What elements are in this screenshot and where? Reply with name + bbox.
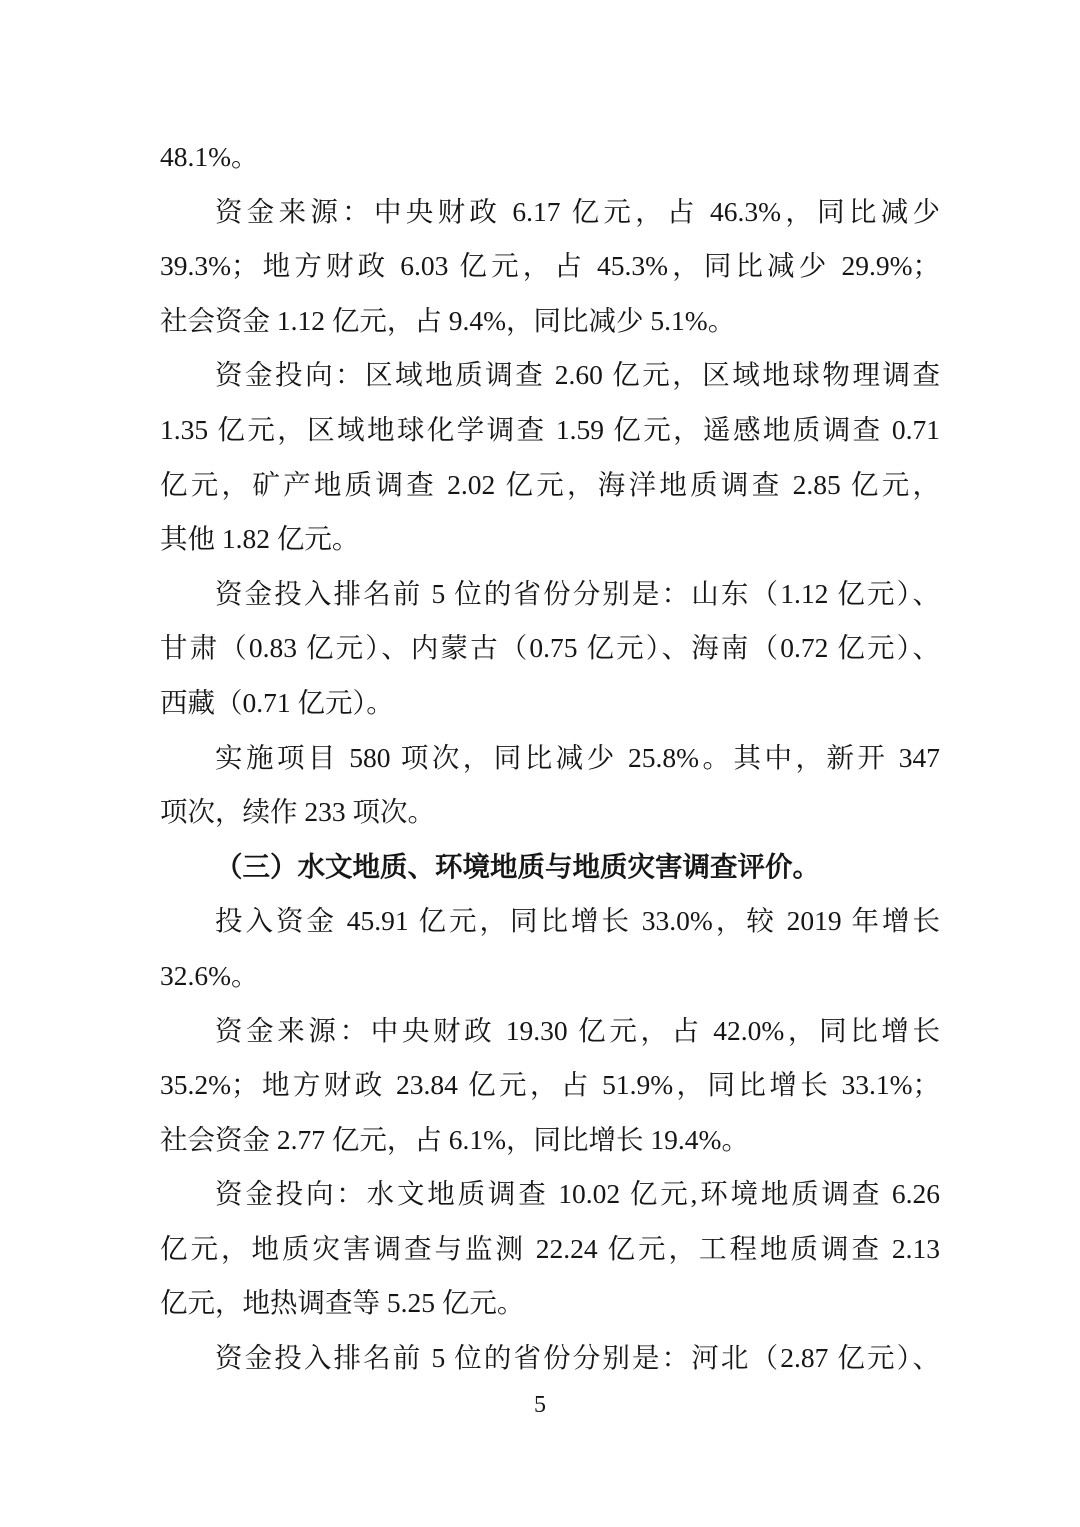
paragraph [160, 1331, 940, 1386]
text-line: 投入资金 45.91 亿元，同比增长 33.0%，较 2019 年增长 [215, 905, 940, 937]
text-line: 1.35 亿元，区域地球化学调查 1.59 亿元，遥感地质调查 0.71 [160, 413, 940, 445]
paragraph [160, 130, 940, 185]
section-heading-paragraph [160, 840, 940, 895]
section-heading: （三）水文地质、环境地质与地质灾害调查评价。 [215, 850, 820, 882]
text-line: 32.6%。 [160, 959, 259, 991]
text-line: 实施项目 580 项次，同比减少 25.8%。其中，新开 347 [215, 741, 940, 773]
page-number: 5 [534, 1392, 546, 1418]
text-line: 资金来源：中央财政 19.30 亿元，占 42.0%，同比增长 [215, 1014, 940, 1046]
text-line: 亿元，矿产地质调查 2.02 亿元，海洋地质调查 2.85 亿元， [160, 468, 940, 500]
text-line: 亿元，地热调查等 5.25 亿元。 [160, 1287, 525, 1319]
text-line: 社会资金 1.12 亿元，占 9.4%，同比减少 5.1%。 [160, 304, 736, 336]
paragraph [160, 348, 940, 566]
paragraph [160, 567, 940, 731]
text-line: 35.2%；地方财政 23.84 亿元，占 51.9%，同比增长 33.1%； [160, 1069, 940, 1101]
text-line: 甘肃（0.83 亿元）、内蒙古（0.75 亿元）、海南（0.72 亿元）、 [160, 632, 940, 664]
paragraph [160, 1167, 940, 1331]
text-line: 项次，续作 233 项次。 [160, 796, 435, 828]
text-line: 资金来源：中央财政 6.17 亿元，占 46.3%，同比减少 [215, 195, 940, 227]
text-line: 亿元，地质灾害调查与监测 22.24 亿元，工程地质调查 2.13 [160, 1232, 940, 1264]
paragraph [160, 185, 940, 349]
paragraph [160, 731, 940, 840]
text-line: 社会资金 2.77 亿元，占 6.1%，同比增长 19.4%。 [160, 1123, 749, 1155]
text-line: 西藏（0.71 亿元）。 [160, 686, 394, 718]
paragraph [160, 894, 940, 1003]
text-line: 资金投向：水文地质调查 10.02 亿元,环境地质调查 6.26 [215, 1178, 940, 1210]
text-line: 资金投入排名前 5 位的省份分别是：河北（2.87 亿元）、 [215, 1342, 940, 1374]
page-footer [0, 1390, 1080, 1420]
paragraph [160, 1004, 940, 1168]
text-line: 48.1%。 [160, 141, 259, 172]
text-line: 资金投入排名前 5 位的省份分别是：山东（1.12 亿元）、 [215, 577, 940, 609]
text-line: 资金投向：区域地质调查 2.60 亿元，区域地球物理调查 [215, 359, 940, 391]
document-body [160, 130, 940, 1386]
text-line: 39.3%；地方财政 6.03 亿元，占 45.3%，同比减少 29.9%； [160, 250, 940, 282]
text-line: 其他 1.82 亿元。 [160, 523, 360, 555]
